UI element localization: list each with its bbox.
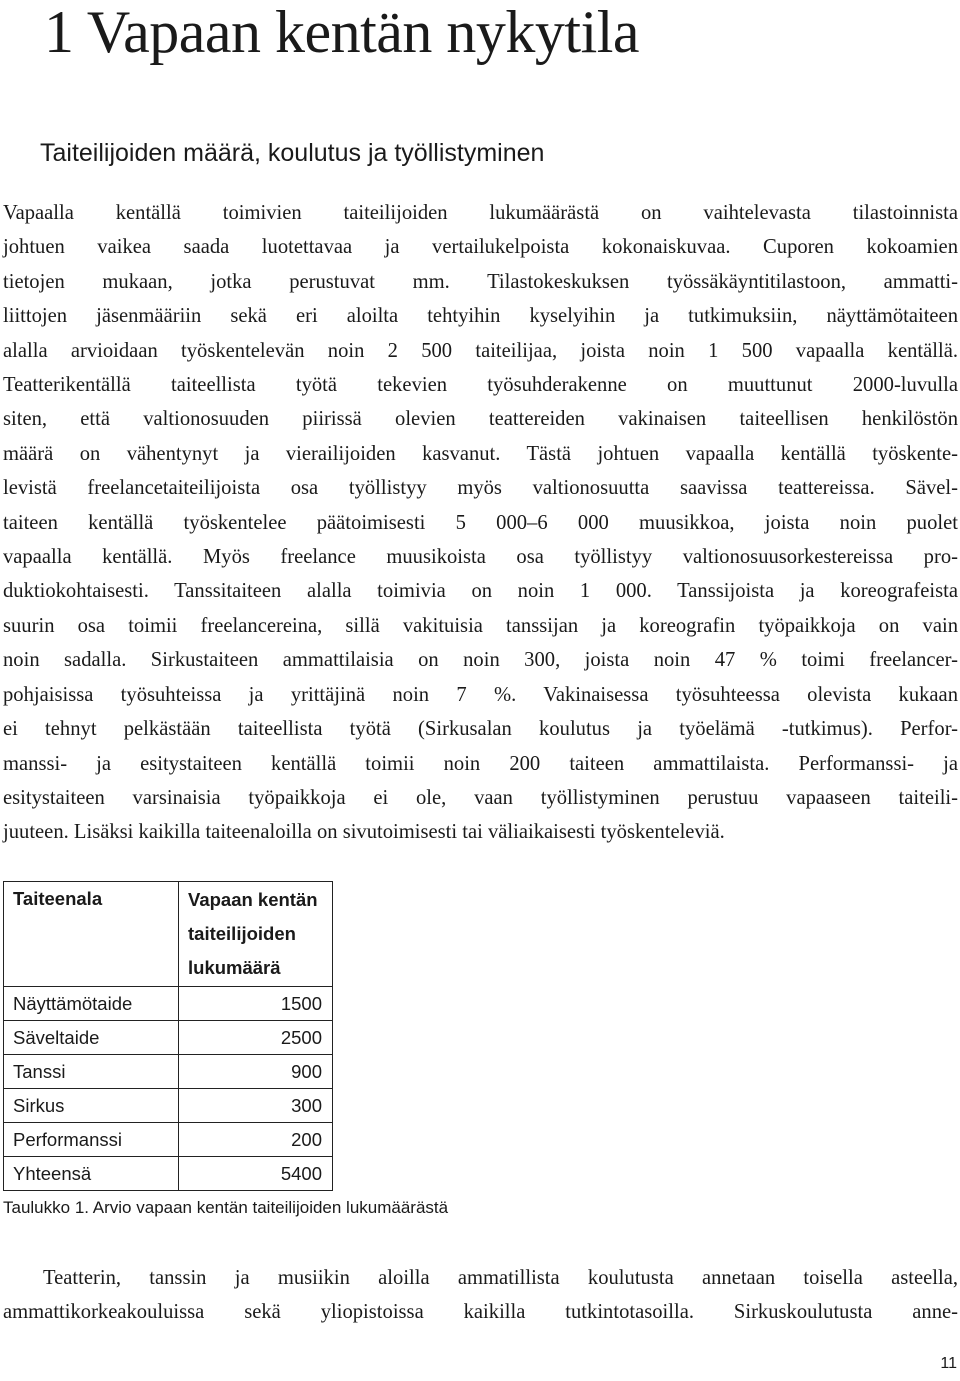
table-row — [4, 1089, 333, 1123]
table-cell-field: Säveltaide — [4, 1021, 179, 1055]
paragraph-line: ei tehnyt pelkästään taiteellista työtä (Sirkusalan koulutus ja työelämä -tutkimus). Perfor- — [3, 718, 958, 741]
page-number: 11 — [940, 1355, 957, 1372]
table-header-row — [4, 882, 333, 987]
paragraph-line: esitystaiteen varsinaisia työpaikkoja ei ole, vaan työllistyminen perustuu vapaaseen taiteili- — [3, 786, 958, 809]
table-cell-field: Tanssi — [4, 1055, 179, 1089]
paragraph-line: määrä on vähentynyt ja vierailijoiden kasvanut. Tästä johtuen vapaalla kentällä työskente- — [3, 442, 958, 465]
paragraph-line: duktiokohtaisesti. Tanssitaiteen alalla toimivia on noin 1 000. Tanssijoista ja koreografeista — [3, 580, 958, 603]
table-cell-field: Performanssi — [4, 1123, 179, 1157]
body-paragraph-2 — [3, 1261, 958, 1330]
table-cell-count: 200 — [179, 1123, 333, 1157]
paragraph-line: noin sadalla. Sirkustaiteen ammattilaisia on noin 300, joista noin 47 % toimi freelancer- — [3, 649, 958, 672]
table-cell-count: 5400 — [179, 1157, 333, 1191]
table-header-count: Vapaan kentän taiteilijoiden lukumäärä — [179, 882, 333, 987]
paragraph-line: Vapaalla kentällä toimivien taiteilijoiden lukumäärästä on vaihtelevasta tilastoinnista — [3, 202, 958, 224]
table-header-field: Taiteenala — [4, 882, 179, 987]
paragraph-line: johtuen vaikea saada luotettavaa ja vertailukelpoista kokonaiskuvaa. Cuporen kokoamien — [3, 236, 958, 259]
section-heading: Taiteilijoiden määrä, koulutus ja työllistyminen — [40, 139, 545, 167]
table-cell-count: 300 — [179, 1089, 333, 1123]
paragraph-line: taiteen kentällä työskentelee päätoimisesti 5 000–6 000 muusikkoa, joista noin puolet — [3, 511, 958, 534]
artist-count-table — [3, 881, 333, 1191]
table-cell-field: Sirkus — [4, 1089, 179, 1123]
paragraph-line: levistä freelancetaiteilijoista osa työllistyy myös valtionosuutta saavissa teattereissa. Sävel- — [3, 477, 958, 500]
table-cell-field: Näyttämötaide — [4, 987, 179, 1021]
paragraph-line: ammattikorkeakouluissa sekä yliopistoissa kaikilla tutkintotasoilla. Sirkuskoulutusta anne- — [3, 1301, 958, 1324]
table-row — [4, 1055, 333, 1089]
table-cell-count: 1500 — [179, 987, 333, 1021]
paragraph-line: pohjaisissa työsuhteissa ja yrittäjinä noin 7 %. Vakinaisessa työsuhteessa olevista kukaan — [3, 683, 958, 706]
body-paragraph-1 — [3, 196, 958, 850]
paragraph-line: siten, että valtionosuuden piirissä olevien teattereiden vakinaisen taiteellisen henkilöstön — [3, 408, 958, 431]
paragraph-line: suurin osa toimii freelancereina, sillä vakituisia tanssijan ja koreografin työpaikkoja on vain — [3, 614, 958, 637]
paragraph-line: manssi- ja esitystaiteen kentällä toimii noin 200 taiteen ammattilaista. Performanssi- ja — [3, 752, 958, 775]
paragraph-line: liittojen jäsenmääriin sekä eri aloilta tehtyihin kyselyihin ja tutkimuksiin, näyttämötaiteen — [3, 305, 958, 328]
table-cell-field: Yhteensä — [4, 1157, 179, 1191]
paragraph-line: alalla arvioidaan työskentelevän noin 2 500 taiteilijaa, joista noin 1 500 vapaalla kentällä. — [3, 339, 958, 362]
chapter-heading: 1 Vapaan kentän nykytila — [44, 0, 640, 65]
paragraph-line: Teatterin, tanssin ja musiikin aloilla ammatillista koulutusta annetaan toisella asteella, — [43, 1267, 958, 1289]
table-cell-count: 900 — [179, 1055, 333, 1089]
table-cell-count: 2500 — [179, 1021, 333, 1055]
table-caption: Taulukko 1. Arvio vapaan kentän taiteilijoiden lukumäärästä — [3, 1198, 449, 1217]
paragraph-line: vapaalla kentällä. Myös freelance muusikoista osa työllistyy valtionosuusorkestereissa pro- — [3, 546, 958, 569]
paragraph-line: Teatterikentällä taiteellista työtä tekevien työsuhderakenne on muuttunut 2000-luvulla — [3, 374, 958, 397]
table-row — [4, 1123, 333, 1157]
table-row-total — [4, 1157, 333, 1191]
table-row — [4, 1021, 333, 1055]
paragraph-line: tietojen mukaan, jotka perustuvat mm. Tilastokeskuksen työssäkäyntitilastoon, ammatti- — [3, 270, 958, 293]
paragraph-line: juuteen. Lisäksi kaikilla taiteenaloilla on sivutoimisesti tai väliaikaisesti työskenteleviä. — [3, 821, 725, 844]
table-row — [4, 987, 333, 1021]
